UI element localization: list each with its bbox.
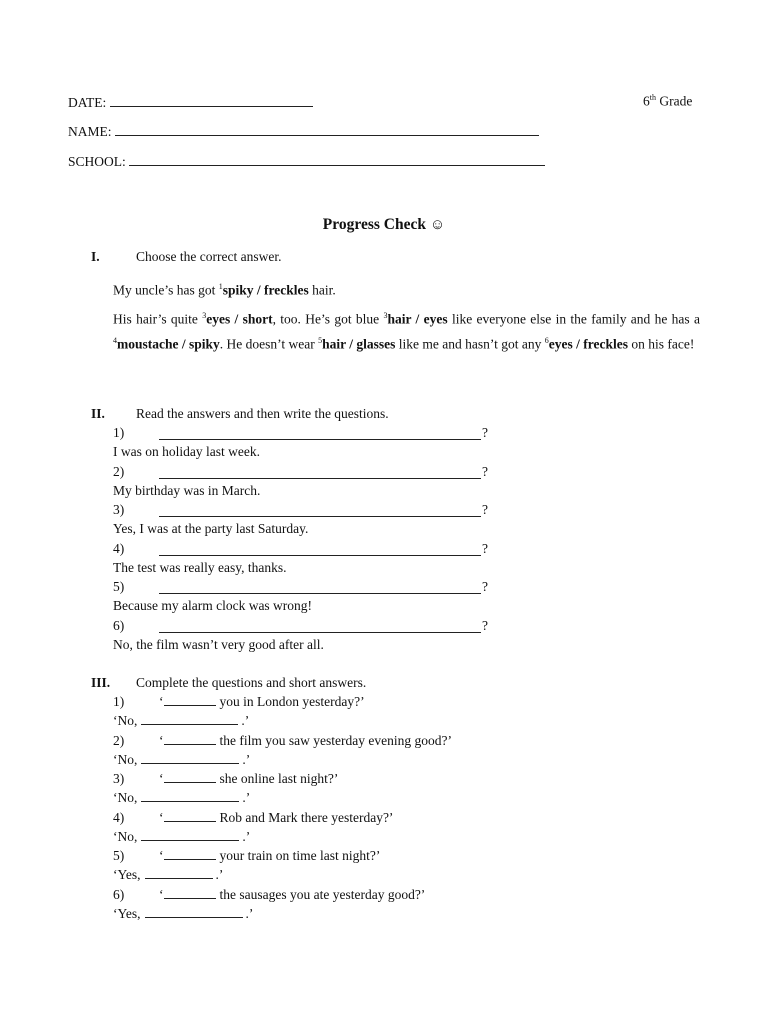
name-label: NAME: — [68, 124, 112, 139]
question-text: your train on time last night?’ — [219, 848, 381, 864]
school-label: SCHOOL: — [68, 154, 126, 169]
question-number: 1) — [113, 425, 125, 440]
answer-blank[interactable] — [141, 752, 239, 764]
short-question — [159, 733, 452, 749]
answer-text: Yes, I was at the party last Saturday. — [113, 521, 309, 537]
question-number: 5) — [113, 579, 125, 595]
question-mark: ? — [482, 425, 488, 440]
answer-text: My birthday was in March. — [113, 482, 261, 498]
section-1-sentence-1: My uncle’s has got $^1$spiky / freckles hair. — [113, 282, 336, 298]
short-question — [159, 771, 338, 787]
choice-3b[interactable]: hair / eyes — [387, 311, 448, 327]
open-quote: ‘ — [159, 809, 164, 825]
choice-3a[interactable]: eyes / short — [206, 311, 273, 327]
question-text: the film you saw yesterday evening good?’ — [219, 732, 452, 748]
question-number: 5) — [113, 848, 125, 864]
short-answer — [113, 790, 250, 806]
answer-end: .’ — [242, 790, 251, 806]
open-quote: ‘ — [159, 732, 164, 748]
question-number: 1) — [113, 694, 125, 709]
verb-blank[interactable] — [164, 694, 216, 706]
short-question — [159, 810, 393, 826]
question-mark: ? — [482, 540, 488, 556]
section-3-instruction: Complete the questions and short answers. — [136, 675, 367, 690]
question-blank[interactable] — [159, 466, 481, 479]
verb-blank[interactable] — [164, 887, 216, 899]
answer-blank[interactable] — [141, 829, 239, 841]
answer-blank[interactable] — [145, 867, 213, 879]
open-quote: ‘ — [159, 848, 164, 864]
date-blank[interactable] — [110, 94, 313, 107]
short-answer — [113, 829, 250, 845]
verb-blank[interactable] — [164, 771, 216, 783]
smiley-icon: ☺ — [429, 217, 446, 233]
answer-end: .’ — [215, 867, 224, 883]
date-field — [68, 94, 313, 111]
page-title: Progress Check ☺ — [322, 216, 446, 233]
question-blank[interactable] — [159, 427, 481, 440]
section-2-numeral: II. — [91, 406, 105, 421]
section-1-numeral: I. — [91, 249, 100, 264]
answer-start: ‘Yes, — [113, 867, 141, 883]
question-number: 4) — [113, 809, 125, 825]
choice-4[interactable]: moustache / spiky — [117, 336, 220, 351]
question-number: 3) — [113, 502, 125, 518]
choice-6[interactable]: eyes / freckles — [548, 336, 628, 351]
answer-end: .’ — [242, 751, 251, 767]
answer-text: The test was really easy, thanks. — [113, 559, 287, 575]
question-text: you in London yesterday?’ — [219, 694, 365, 709]
answer-text: I was on holiday last week. — [113, 444, 260, 459]
question-mark: ? — [482, 618, 488, 633]
section-1-paragraph: His hair’s quite $^3$eyes / short, too. He’s got blue $^3$hair / eyes like everyone else in the family and he has a $^4$moustache / spiky. He doesn’t wear $^5$hair / glasses like me and hasn’t got any $^6$eyes / freckles on his face! — [113, 311, 700, 351]
question-text: the sausages you ate yesterday good?’ — [219, 887, 426, 902]
date-label: DATE: — [68, 95, 107, 110]
short-answer — [113, 867, 223, 883]
answer-end: .’ — [241, 713, 250, 728]
question-number: 6) — [113, 887, 125, 902]
question-number: 3) — [113, 771, 125, 787]
section-1-instruction: Choose the correct answer. — [136, 249, 282, 264]
answer-text: Because my alarm clock was wrong! — [113, 598, 313, 614]
open-quote: ‘ — [159, 771, 164, 787]
short-question — [159, 694, 365, 710]
question-number: 2) — [113, 732, 125, 748]
section-2-instruction: Read the answers and then write the questions. — [136, 406, 389, 421]
verb-blank[interactable] — [164, 733, 216, 745]
answer-start: ‘No, — [113, 751, 138, 767]
answer-start: ‘Yes, — [113, 906, 141, 921]
question-number: 2) — [113, 463, 125, 479]
open-quote: ‘ — [159, 694, 164, 709]
school-blank[interactable] — [129, 153, 545, 166]
section-3-numeral: III. — [91, 675, 111, 690]
answer-end: .’ — [242, 828, 251, 844]
choice-5[interactable]: hair / glasses — [322, 336, 396, 351]
short-question — [159, 887, 425, 903]
choice-1[interactable]: spiky / freckles — [222, 282, 309, 298]
open-quote: ‘ — [159, 887, 164, 902]
question-blank[interactable] — [159, 504, 481, 517]
question-mark: ? — [482, 579, 488, 595]
short-question — [159, 848, 380, 864]
question-mark: ? — [482, 463, 488, 479]
short-answer — [113, 752, 250, 768]
answer-blank[interactable] — [141, 713, 238, 725]
question-text: Rob and Mark there yesterday?’ — [219, 809, 394, 825]
question-number: 6) — [113, 618, 125, 633]
question-blank[interactable] — [159, 620, 481, 633]
short-answer — [113, 906, 253, 922]
answer-start: ‘No, — [113, 713, 138, 728]
grade-label: 6th Grade — [643, 93, 693, 109]
school-field — [68, 153, 545, 170]
answer-end: .’ — [245, 906, 254, 921]
question-text: she online last night?’ — [219, 771, 339, 787]
question-mark: ? — [482, 502, 488, 518]
answer-blank[interactable] — [141, 790, 239, 802]
answer-text: No, the film wasn’t very good after all. — [113, 637, 324, 652]
answer-start: ‘No, — [113, 828, 138, 844]
answer-start: ‘No, — [113, 790, 138, 806]
verb-blank[interactable] — [164, 848, 216, 860]
name-field — [68, 123, 539, 140]
question-number: 4) — [113, 540, 125, 556]
question-blank[interactable] — [159, 543, 481, 556]
verb-blank[interactable] — [164, 810, 216, 822]
short-answer — [113, 713, 249, 729]
question-blank[interactable] — [159, 581, 481, 594]
name-blank[interactable] — [115, 123, 539, 136]
answer-blank[interactable] — [145, 906, 243, 918]
